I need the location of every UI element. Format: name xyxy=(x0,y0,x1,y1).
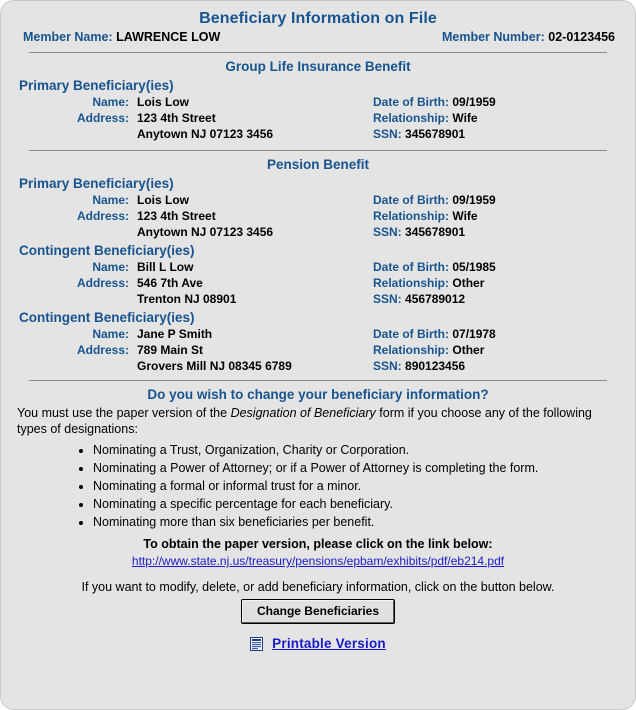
paper-version-heading: To obtain the paper version, please click on the link below: xyxy=(143,537,493,551)
ssn-label: SSN: xyxy=(373,292,402,306)
designation-reason-item: • Nominating a specific percentage for each beneficiary. xyxy=(93,495,621,513)
member-number-value: 02-0123456 xyxy=(548,30,615,44)
name-value: Jane P Smith xyxy=(137,327,213,341)
dob-value: 09/1959 xyxy=(452,95,496,109)
ssn-value: 456789012 xyxy=(405,292,466,306)
address-field-continued xyxy=(15,291,371,307)
dob-field xyxy=(373,326,621,342)
dob-value: 09/1959 xyxy=(452,193,496,207)
member-name-label: Member Name: xyxy=(23,30,113,44)
relationship-value: Other xyxy=(452,343,485,357)
benefit-title: Group Life Insurance Benefit xyxy=(225,59,411,74)
beneficiary-group-heading: Contingent Beneficiary(ies) xyxy=(19,243,195,258)
relationship-field xyxy=(373,110,621,126)
designation-reason-item: • Nominating more than six beneficiaries per benefit. xyxy=(93,513,621,531)
address-label: Address: xyxy=(76,209,129,223)
modify-instruction-text: If you want to modify, delete, or add beneficiary information, click on the button below. xyxy=(81,580,555,594)
member-info-row xyxy=(15,30,621,44)
address-label: Address: xyxy=(76,343,129,357)
ssn-field xyxy=(373,358,621,374)
beneficiary-left-column xyxy=(15,326,371,374)
dob-label: Date of Birth: xyxy=(373,95,449,109)
ssn-value: 345678901 xyxy=(405,127,466,141)
address-field xyxy=(15,275,371,291)
printable-version-link[interactable]: Printable Version xyxy=(272,636,386,651)
designation-reasons-list xyxy=(15,441,621,531)
member-number-label: Member Number: xyxy=(441,30,545,44)
ssn-label: SSN: xyxy=(373,359,402,373)
beneficiary-left-column xyxy=(15,259,371,307)
ssn-value: 890123456 xyxy=(405,359,466,373)
relationship-label: Relationship: xyxy=(373,276,450,290)
change-beneficiaries-button[interactable]: Change Beneficiaries xyxy=(242,600,394,623)
member-name-block xyxy=(23,30,220,44)
dob-label: Date of Birth: xyxy=(373,193,449,207)
name-label: Name: xyxy=(92,327,129,341)
address-field-continued xyxy=(15,358,371,374)
address-line-2: Anytown NJ 07123 3456 xyxy=(137,127,274,141)
member-number-block xyxy=(442,30,615,44)
beneficiary-group-heading: Primary Beneficiary(ies) xyxy=(19,176,174,191)
name-field xyxy=(15,94,371,110)
relationship-value: Wife xyxy=(452,111,478,125)
name-value: Lois Low xyxy=(137,193,189,207)
address-field xyxy=(15,110,371,126)
relationship-field xyxy=(373,208,621,224)
name-field xyxy=(15,326,371,342)
address-label: Address: xyxy=(76,276,129,290)
relationship-label: Relationship: xyxy=(373,343,450,357)
relationship-value: Other xyxy=(452,276,485,290)
designation-reason-item: • Nominating a Power of Attorney; or if a Power of Attorney is completing the form. xyxy=(93,459,621,477)
beneficiary-left-column xyxy=(15,94,371,142)
header-divider xyxy=(29,52,607,53)
beneficiary-right-column xyxy=(371,326,621,374)
beneficiary-group-heading: Primary Beneficiary(ies) xyxy=(19,78,174,93)
name-label: Name: xyxy=(92,260,129,274)
ssn-field xyxy=(373,126,621,142)
beneficiary-detail-row xyxy=(15,326,621,374)
designation-reason-item: • Nominating a Trust, Organization, Charity or Corporation. xyxy=(93,441,621,459)
address-line-2: Grovers Mill NJ 08345 6789 xyxy=(137,359,292,373)
address-field xyxy=(15,208,371,224)
address-line-1: 789 Main St xyxy=(137,343,204,357)
ssn-field xyxy=(373,291,621,307)
change-question: Do you wish to change your beneficiary information? xyxy=(147,387,489,402)
beneficiary-detail-row xyxy=(15,259,621,307)
address-field xyxy=(15,342,371,358)
address-label: Address: xyxy=(76,111,129,125)
ssn-label: SSN: xyxy=(373,127,402,141)
name-value: Bill L Low xyxy=(137,260,194,274)
address-line-2: Trenton NJ 08901 xyxy=(137,292,237,306)
beneficiary-left-column xyxy=(15,192,371,240)
intro-before-text: You must use the paper version of the xyxy=(17,406,231,420)
dob-value: 05/1985 xyxy=(452,260,496,274)
paper-version-link-row xyxy=(15,552,621,570)
intro-after-text: form if you choose any of the following types of designations: xyxy=(17,406,592,436)
change-button-row xyxy=(15,600,621,623)
beneficiary-detail-row xyxy=(15,192,621,240)
relationship-label: Relationship: xyxy=(373,111,450,125)
ssn-value: 345678901 xyxy=(405,225,466,239)
beneficiary-right-column xyxy=(371,259,621,307)
beneficiary-detail-row xyxy=(15,94,621,142)
ssn-field xyxy=(373,224,621,240)
benefits-container xyxy=(15,59,621,374)
name-value: Lois Low xyxy=(137,95,189,109)
address-line-1: 123 4th Street xyxy=(137,111,216,125)
designation-reason-item: • Nominating a formal or informal trust for a minor. xyxy=(93,477,621,495)
member-name-value: LAWRENCE LOW xyxy=(116,30,221,44)
beneficiary-right-column xyxy=(371,192,621,240)
dob-field xyxy=(373,192,621,208)
relationship-field xyxy=(373,342,621,358)
name-field xyxy=(15,259,371,275)
dob-label: Date of Birth: xyxy=(373,260,449,274)
address-field-continued xyxy=(15,126,371,142)
address-line-1: 546 7th Ave xyxy=(137,276,203,290)
ssn-label: SSN: xyxy=(373,225,402,239)
dob-label: Date of Birth: xyxy=(373,327,449,341)
name-label: Name: xyxy=(92,95,129,109)
relationship-value: Wife xyxy=(452,209,478,223)
paper-version-link[interactable]: http://www.state.nj.us/treasury/pensions/epbam/exhibits/pdf/eb214.pdf xyxy=(131,554,505,568)
dob-field xyxy=(373,94,621,110)
address-line-1: 123 4th Street xyxy=(137,209,216,223)
relationship-field xyxy=(373,275,621,291)
beneficiary-right-column xyxy=(371,94,621,142)
benefit-divider xyxy=(29,150,607,151)
dob-field xyxy=(373,259,621,275)
dob-value: 07/1978 xyxy=(452,327,496,341)
change-section-divider xyxy=(29,380,607,381)
paper-version-intro xyxy=(17,405,619,437)
beneficiary-group-heading: Contingent Beneficiary(ies) xyxy=(19,310,195,325)
printable-version-row[interactable] xyxy=(15,636,621,651)
form-name-italic: Designation of Beneficiary xyxy=(230,406,376,420)
page-title: Beneficiary Information on File xyxy=(199,10,437,27)
benefit-title: Pension Benefit xyxy=(266,157,369,172)
address-line-2: Anytown NJ 07123 3456 xyxy=(137,225,274,239)
address-field-continued xyxy=(15,224,371,240)
name-label: Name: xyxy=(92,193,129,207)
name-field xyxy=(15,192,371,208)
relationship-label: Relationship: xyxy=(373,209,450,223)
document-icon xyxy=(250,637,263,651)
